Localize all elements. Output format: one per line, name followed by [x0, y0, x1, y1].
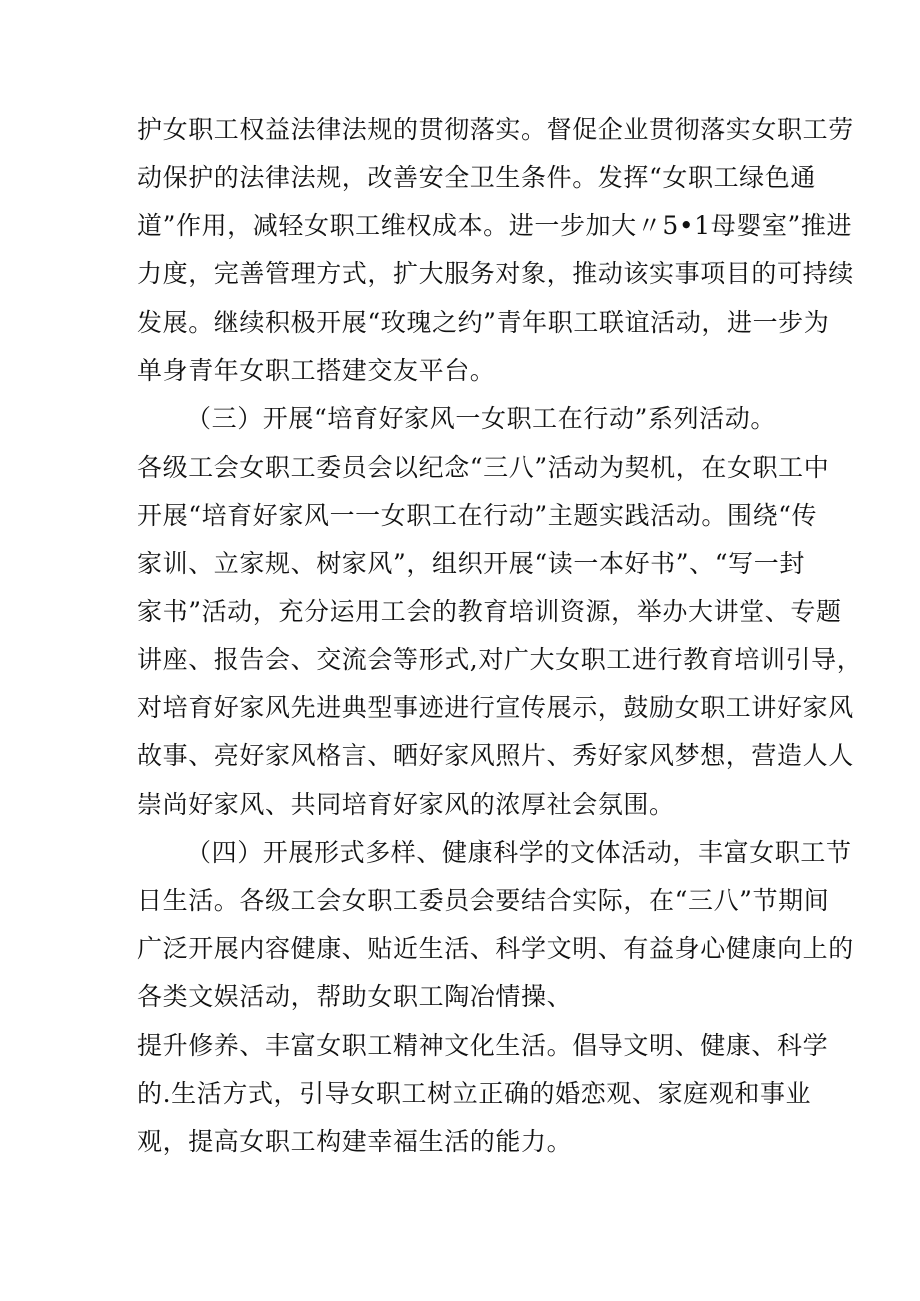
text-line: 对培育好家风先进典型事迹进行宣传展示，鼓励女职工讲好家风	[137, 693, 854, 722]
text-line: 的.生活方式，引导女职工树立正确的婚恋观、家庭观和事业	[137, 1079, 812, 1108]
text-line: 力度，完善管理方式，扩大服务对象，推动该实事项目的可持续	[137, 259, 854, 288]
text-line: 家书”活动，充分运用工会的教育培训资源，举办大讲堂、专题	[137, 597, 842, 626]
section-heading: （三）开展“培育好家风一女职工在行动”系列活动。	[186, 404, 776, 433]
text-line: 单身青年女职工搭建交友平台。	[137, 356, 496, 385]
text-line: 发展。继续积极开展“玫瑰之约”青年职工联谊活动，进一步为	[137, 308, 830, 337]
text-line: 日生活。各级工会女职工委员会要结合实际，在“三八”节期间	[137, 886, 830, 915]
text-line: 动保护的法律法规，改善安全卫生条件。发挥“女职工绿色通	[137, 163, 816, 192]
text-line: 家训、立家规、树家风”，组织开展“读一本好书”、“写一封	[137, 549, 805, 578]
text-line: 提升修养、丰富女职工精神文化生活。倡导文明、健康、科学	[137, 1031, 829, 1060]
section-heading: （四）开展形式多样、健康科学的文体活动，丰富女职工节	[186, 838, 852, 867]
text-line: 护女职工权益法律法规的贯彻落实。督促企业贯彻落实女职工劳	[137, 115, 854, 144]
text-line: 观，提高女职工构建幸福生活的能力。	[137, 1127, 573, 1156]
text-line: 讲座、报告会、交流会等形式,对广大女职工进行教育培训引导，	[137, 645, 863, 674]
text-line: 开展“培育好家风一一女职工在行动”主题实践活动。围绕“传	[137, 501, 818, 530]
text-line: 道”作用，减轻女职工维权成本。进一步加大〃5•1母婴室”推进	[137, 211, 853, 240]
text-line: 崇尚好家风、共同培育好家风的浓厚社会氛围。	[137, 790, 675, 819]
text-line: 各类文娱活动，帮助女职工陶冶情操、	[137, 982, 573, 1011]
text-line: 故事、亮好家风格言、晒好家风照片、秀好家风梦想，营造人人	[137, 741, 854, 770]
text-line: 各级工会女职工委员会以纪念“三八”活动为契机，在女职工中	[137, 453, 830, 482]
text-line: 广泛开展内容健康、贴近生活、科学文明、有益身心健康向上的	[137, 934, 854, 963]
